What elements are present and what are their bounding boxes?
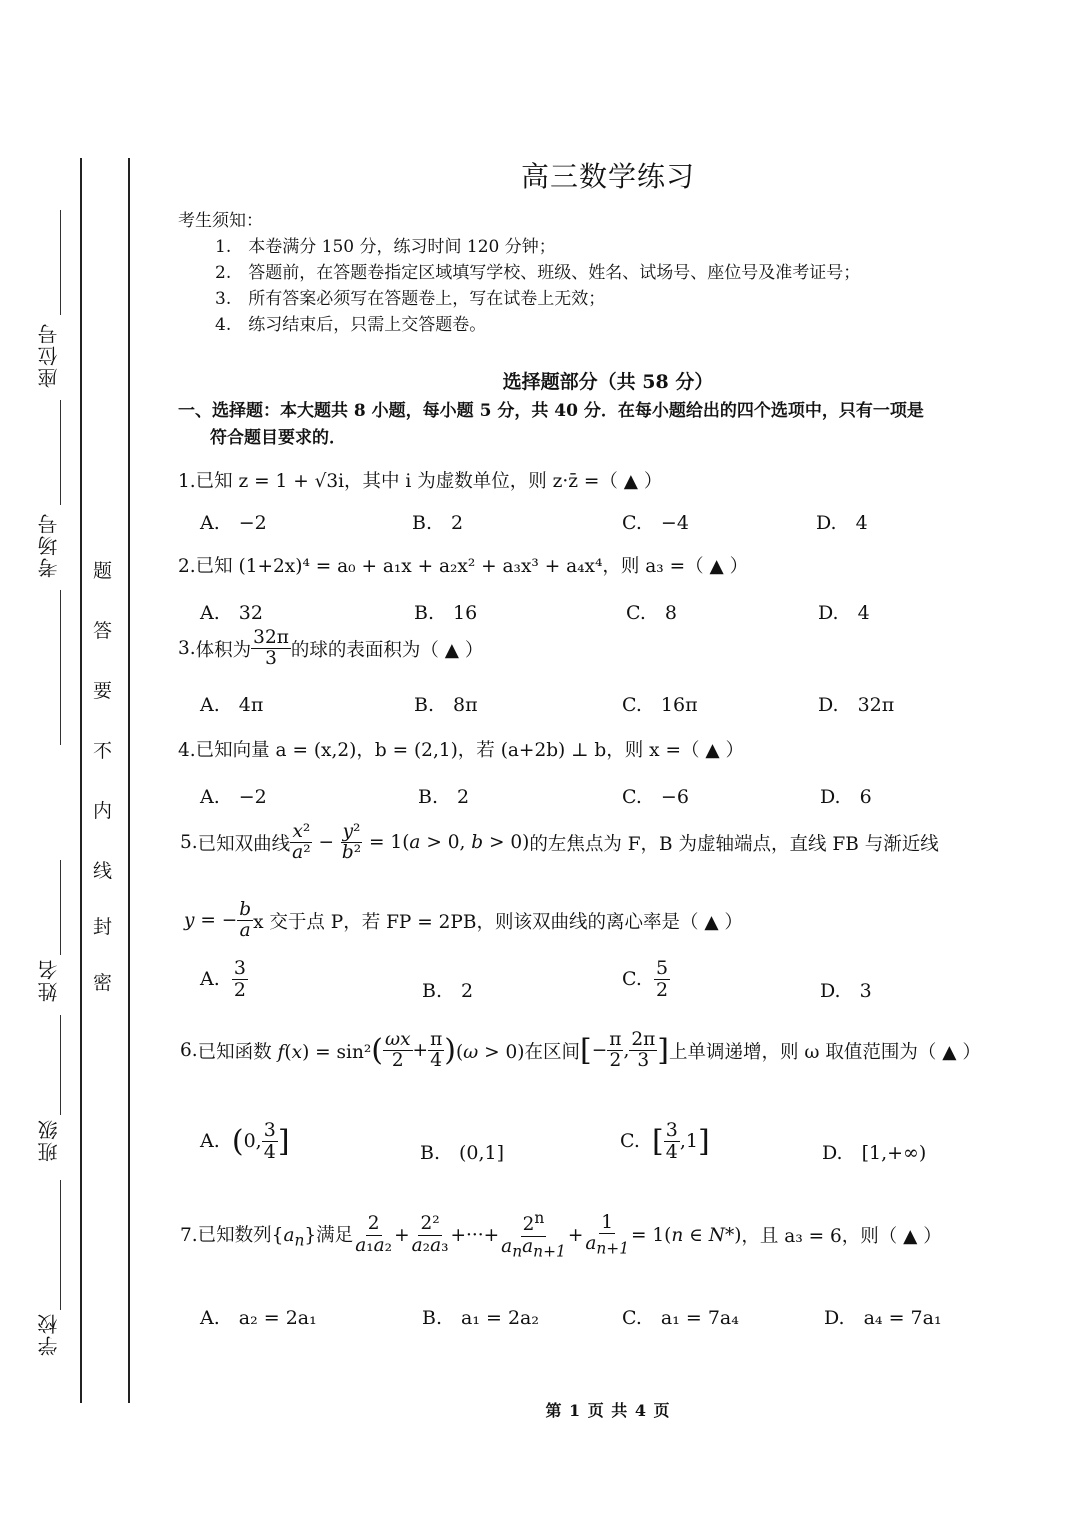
option-label: C. (622, 968, 642, 991)
notice-item: 3. 所有答案必须写在答题卷上，写在试卷上无效； (215, 289, 606, 309)
seal-char: 密 (93, 972, 113, 994)
option-a: A. 4π (200, 694, 264, 716)
option-c: C. [ $\frac{3}{4}$ ,1 ] (620, 1119, 710, 1163)
page-footer: 第 1 页 共 4 页 (545, 1401, 671, 1420)
question-5-cont: y = − $\frac{b}{a}$ x 交于点 P，若 FP = 2PB，则该双曲线的离心率是（ ▲ ） (184, 899, 743, 942)
option-d: D. a₄ = 7a₁ (824, 1307, 942, 1329)
option-a: A. −2 (200, 786, 267, 808)
option-c: C. −6 (622, 786, 689, 808)
option-a: A. 32 (200, 602, 263, 624)
question-stem: ，且 a₃ = 6，则（ ▲ ） (741, 1226, 942, 1248)
question-stem-post: 的球的表面积为（ ▲ ） (290, 639, 484, 661)
notice-item: 2. 答题前，在答题卷指定区域填写学校、班级、姓名、试场号、座位号及准考证号； (215, 263, 861, 283)
fraction-numerator: 32π (253, 627, 289, 648)
question-stem: x 交于点 P，若 FP = 2PB，则该双曲线的离心率是（ ▲ ） (253, 911, 743, 933)
question-number: 2. (178, 556, 196, 577)
option-b: B. 2 (422, 980, 474, 1002)
seal-char: 答 (93, 620, 113, 642)
option-d: D. 32π (818, 694, 895, 716)
option-c: C. a₁ = 7a₄ (622, 1307, 739, 1329)
volume-fraction (251, 628, 291, 670)
class-blank (60, 1015, 61, 1115)
question-number: 5. (180, 832, 198, 854)
room-label: 考场号 (37, 512, 61, 578)
room-blank-top (60, 400, 61, 505)
option-d: D. [1,+∞) (822, 1142, 927, 1164)
notice-item: 4. 练习结束后，只需上交答题卷。 (215, 315, 487, 335)
question-stem: 上单调递增，则 ω 取值范围为（ ▲ ） (668, 1041, 981, 1063)
class-label: 班级 (37, 1118, 61, 1162)
option-c: C. −4 (622, 512, 689, 534)
seal-char: 不 (93, 740, 113, 762)
question-number: 6. (180, 1040, 198, 1062)
name-blank (60, 860, 61, 955)
question-number: 7. (180, 1224, 198, 1246)
section-title: 选择题部分（共 58 分） (502, 371, 714, 393)
option-a: A. −2 (200, 512, 267, 534)
option-label: A. (200, 968, 220, 991)
question-stem: 已知 z = 1 + √3i，其中 i 为虚数单位，则 z·z̄ =（ ▲ ） (195, 471, 663, 492)
option-b: B. a₁ = 2a₂ (422, 1307, 539, 1329)
question-2 (178, 552, 748, 578)
option-a: A. ( 0, $\frac{3}{4}$ ] (200, 1119, 290, 1163)
seal-char: 要 (93, 680, 113, 702)
seat-blank (60, 210, 61, 315)
option-c: C. $\frac{5}{2}$ (622, 957, 669, 1001)
part-heading: 一、选择题：本大题共 8 小题，每小题 5 分，共 40 分．在每小题给出的四个选项中，只有一项是 (178, 401, 924, 421)
option-d: D. 3 (820, 980, 872, 1002)
option-a: A. $\frac{3}{2}$ (200, 957, 246, 1001)
question-stem: 的左焦点为 F，B 为虚轴端点，直线 FB 与渐近线 (529, 833, 939, 855)
option-d: D. 6 (820, 786, 872, 808)
option-b: B. 8π (414, 694, 478, 716)
question-7: 7. 已知数列$\{a_n\}$满足 $\frac{2}{\text{a₁a₂}}$ + $\frac{\text{2²}}{\text{a₂a₃}}$ +···+ $\frac{2^n}{a_na_{n+1}}$ + $\frac{1}{a_{n+1}}$ = 1(n ∈ N*) ，且 a₃ = 6，则（ ▲ ） (180, 1209, 942, 1261)
option-c: C. 8 (626, 602, 677, 624)
option-b: B. 2 (412, 512, 464, 534)
question-1 (178, 467, 662, 493)
margin-line-inner (80, 158, 82, 1403)
option-label: A. (200, 1130, 220, 1153)
question-5: 5. 已知双曲线 $\frac{\text{x²}}{\text{a²}}$ − $\frac{\text{y²}}{\text{b²}}$ = 1(a > 0, b > 0) 的左焦点为 F，B 为虚轴端点，直线 FB 与渐近线 (180, 821, 939, 864)
option-a: A. a₂ = 2a₁ (200, 1307, 317, 1329)
question-number: 4. (178, 740, 196, 761)
notice-item: 1. 本卷满分 150 分，练习时间 120 分钟； (215, 237, 556, 257)
margin-line-outer (128, 158, 130, 1403)
option-b: B. 2 (418, 786, 470, 808)
name-label: 姓名 (37, 958, 61, 1002)
option-c: C. 16π (622, 694, 698, 716)
seal-char: 线 (93, 860, 113, 882)
option-d: D. 4 (818, 602, 870, 624)
fraction-denominator: 3 (265, 648, 277, 670)
question-stem: 已知 (1+2x)⁴ = a₀ + a₁x + a₂x² + a₃x³ + a₄x⁴，则 a₃ =（ ▲ ） (195, 556, 749, 577)
question-6: 6. 已知函数 f(x) = sin² ( $\frac{\omega x}{2}$ + $\frac{\pi}{4}$ ) (ω > 0)在区间 [ − $\frac{\pi}{2}$ , $\frac{2\pi}{3}$ ] 上单调递增，则 ω 取值范围为（ ▲ ） (180, 1029, 981, 1072)
room-blank-bottom (60, 590, 61, 745)
seal-char: 封 (93, 916, 113, 938)
option-label: C. (620, 1130, 640, 1153)
question-stem: 已知向量 a = (x,2)，b = (2,1)，若 (a+2b) ⊥ b，则 x =（ ▲ ） (195, 740, 744, 761)
question-4 (178, 736, 744, 762)
page-title: 高三数学练习 (520, 160, 695, 193)
seal-char: 内 (93, 800, 113, 822)
school-blank (60, 1180, 61, 1310)
question-stem-pre: 体积为 (195, 639, 252, 661)
option-b: B. (0,1] (420, 1142, 505, 1164)
seat-label: 座位号 (37, 322, 61, 388)
question-number: 3. (178, 638, 196, 660)
option-b: B. 16 (414, 602, 478, 624)
seal-char: 题 (93, 560, 113, 582)
school-label: 学校 (37, 1312, 61, 1356)
notice-heading: 考生须知： (178, 211, 263, 231)
option-d: D. 4 (816, 512, 868, 534)
question-number: 1. (178, 471, 196, 492)
question-3 (178, 628, 483, 670)
part-heading-cont: 符合题目要求的． (210, 428, 346, 448)
